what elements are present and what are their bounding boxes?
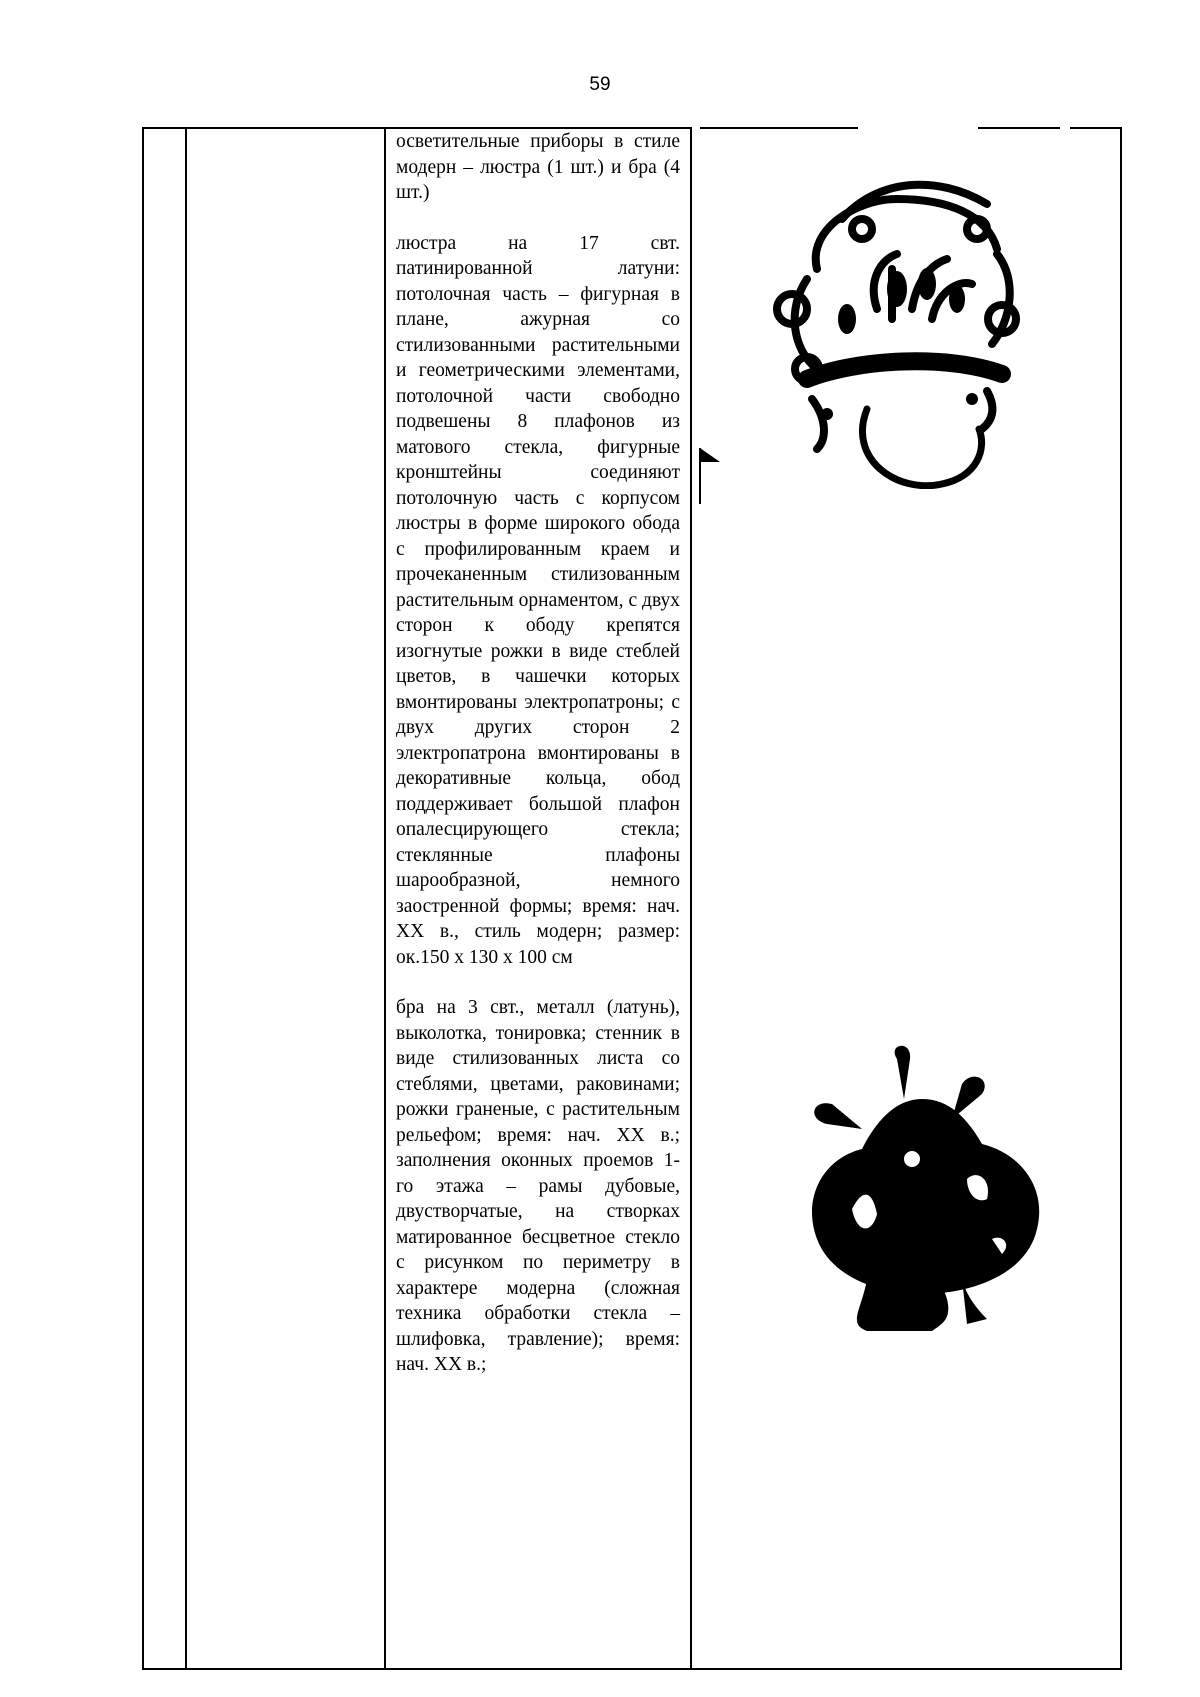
chandelier-photo — [747, 159, 1027, 489]
column-divider — [185, 129, 187, 1668]
description-paragraph: люстра на 17 свт. патинированной латуни: потолочная часть – фигурная в плане, ажурная со стилизованными растительными и геометрическими элементами, потолочной части свободно подвешены 8 плафонов из матового стекла, фигурные кронштейны соединяют потолочную часть с корпусом люстры в форме широкого обода с профилированным краем и прочеканенным стилизованным растительным орнаментом, с двух сторон к ободу крепятся изогнутые рожки в виде стеблей цветов, в чашечки которых вмонтированы электропатроны; с двух других сторон 2 электропатрона вмонтированы в декоративные кольца, обод поддерживает большой плафон опалесцирующего стекла; стеклянные плафоны шарообразной, немного заостренной формы; время: нач. XX в., стиль модерн; размер: ок.150 х 130 х 100 см — [396, 232, 680, 968]
sconce-photo — [792, 1039, 1052, 1339]
description-table — [142, 127, 1122, 1670]
pointer-marker-icon — [698, 446, 722, 506]
description-paragraph: бра на 3 свт., металл (латунь), выколотка, тонировка; стенник в виде стилизованных листа со стеблями, цветами, раковинами; рожки граненые, с растительным рельефом; время: нач. XX в.; заполнения оконных проемов 1-го этажа – рамы дубовые, двустворчатые, на створках матированное бесцветное стекло с рисунком по периметру в характере модерна (сложная техника обработки стекла – шлифовка, травление); время: нач. XX в.; — [396, 997, 680, 1375]
page-number: 59 — [589, 74, 611, 95]
image-column — [692, 129, 1122, 1668]
column-divider — [384, 129, 386, 1668]
object-description — [396, 129, 680, 1378]
description-paragraph: осветительные приборы в стиле модерн – люстра (1 шт.) и бра (4 шт.) — [396, 131, 680, 203]
